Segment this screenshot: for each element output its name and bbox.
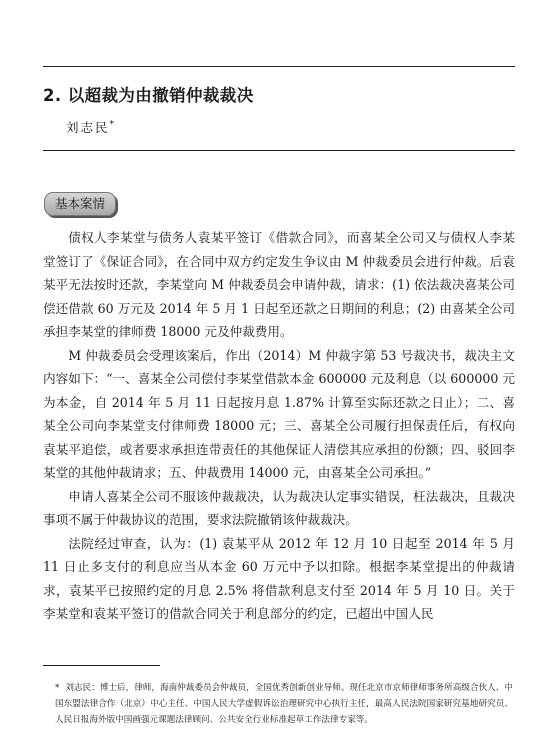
footnote-mark: * <box>55 683 60 693</box>
top-rule <box>43 66 515 67</box>
article-title: 2. 以超裁为由撤销仲裁裁决 <box>43 86 254 105</box>
paragraph: 申请人喜某全公司不服该仲裁裁决，认为裁决认定事实错误，枉法裁决，且裁决事项不属于仲裁协议的范围，要求法院撤销该仲裁裁决。 <box>43 488 515 527</box>
paragraph: M 仲裁委员会受理该案后，作出（2014）M 仲裁字第 53 号裁决书，裁决主文内容如下：“一、喜某全公司偿付李某堂借款本金 600000 元及利息（以 600000 元为本金，自 2014 年 5 月 11 日起按月息 1.87% 计算至实际还款之日止）；二、喜某全公司向李某堂支付律师费 18000 元；三、喜某全公司履行担保责任后，有权向袁某平追偿，或者要求承担连带责任的其他保证人清偿其应承担的份额；四、驳回李某堂的其他仲裁请求；五、仲裁费用 14000 元，由喜某全公司承担。” <box>43 347 515 480</box>
section-heading-tab: 基本案情 <box>44 192 116 216</box>
author-line <box>66 118 114 136</box>
author-name: 刘志民 <box>66 120 110 135</box>
footnote-rule <box>43 665 160 666</box>
case-body <box>43 226 515 626</box>
title-bottom-rule <box>43 150 515 151</box>
footnote <box>55 680 513 728</box>
author-note-mark: * <box>109 119 115 130</box>
paragraph: 法院经过审查，认为：(1) 袁某平从 2012 年 12 月 10 日起至 2014 年 5 月 11 日止多支付的利息应当从本金 60 万元中予以扣除。根据李某堂提出的仲裁请求，袁某平已按照约定的月息 2.5% 将借款利息支付至 2014 年 5 月 10 日。关于李某堂和袁某平签订的借款合同关于利息部分的约定，已超出中国人民 <box>43 535 515 621</box>
paragraph: 债权人李某堂与债务人袁某平签订《借款合同》，而喜某全公司又与债权人李某堂签订了《保证合同》，在合同中双方约定发生争议由 M 仲裁委员会进行仲裁。后袁某平无法按时还款，李某堂向 M 仲裁委员会申请仲裁，请求：(1) 依法裁决喜某公司偿还借款 60 万元及 2014 年 5 月 1 日起至还款之日期间的利息；(2) 由喜某全公司承担李某堂的律师费 18000 元及仲裁费用。 <box>43 230 515 339</box>
footnote-text: 刘志民：博士后，律师，海南仲裁委员会仲裁员，全国优秀创新创业导师。现任北京市京师律师事务所高级合伙人、中国东盟法律合作（北京）中心主任、中国人民大学虚假诉讼治理研究中心执行主任，最高人民法院国家研究基地研究员、人民日报海外版中国画强元课题法律顾问、公共安全行业标准起草工作法律专家等。 <box>55 683 513 725</box>
